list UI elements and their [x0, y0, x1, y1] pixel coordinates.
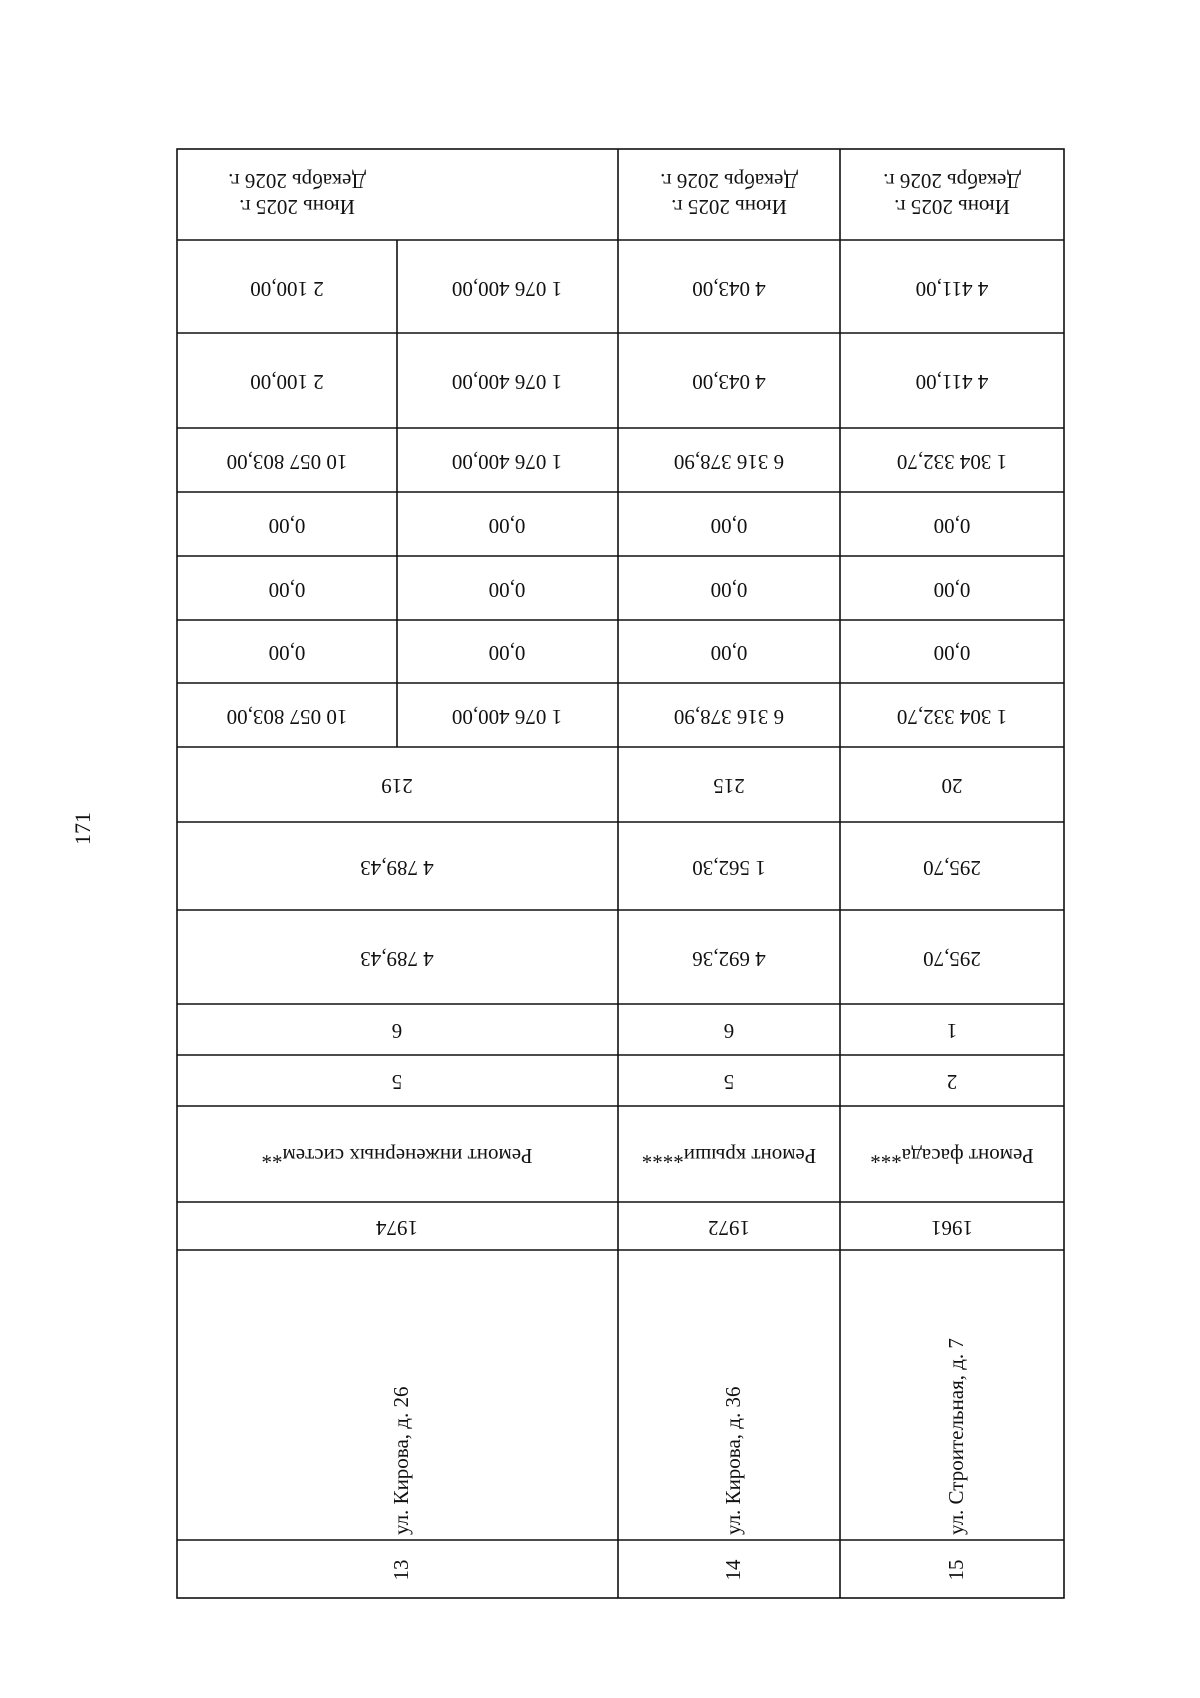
address-cell: ул. Кирова, д. 36 — [720, 1386, 745, 1535]
value-cell: 1 076 400,00 — [451, 277, 563, 302]
period-start: Июнь 2025 г. — [894, 195, 1010, 219]
year-cell: 1972 — [708, 1216, 750, 1241]
value-cell: 1 304 332,70 — [896, 705, 1008, 730]
value-cell: 0,00 — [710, 641, 748, 666]
table-row-14 — [642, 169, 816, 1581]
period-end: Декабрь 2026 г. — [228, 169, 366, 193]
value-cell: 6 316 378,90 — [673, 705, 785, 730]
value-cell: 4 043,00 — [692, 370, 766, 395]
page-number: 171 — [70, 812, 95, 845]
value-cell: 10 057 803,00 — [226, 450, 348, 475]
address-cell: ул. Строительная, д. 7 — [943, 1338, 968, 1535]
period-end: Декабрь 2026 г. — [883, 169, 1021, 193]
area-cell: 1 562,30 — [692, 856, 766, 881]
value-cell: 0,00 — [268, 578, 306, 603]
table-row-13 — [227, 169, 563, 1581]
table-row-15 — [870, 169, 1034, 1581]
floors-cell: 5 — [723, 1070, 735, 1095]
value-cell: 1 076 400,00 — [451, 450, 563, 475]
value-cell: 0,00 — [488, 578, 526, 603]
period-end: Декабрь 2026 г. — [660, 169, 798, 193]
year-cell: 1961 — [931, 1216, 973, 1241]
year-cell: 1974 — [376, 1216, 418, 1241]
entrances-cell: 1 — [946, 1019, 958, 1044]
value-cell: 1 076 400,00 — [451, 705, 563, 730]
work-type-cell: Ремонт фасада*** — [870, 1144, 1034, 1169]
value-cell: 1 304 332,70 — [896, 450, 1008, 475]
work-type-cell: Ремонт инженерных систем** — [261, 1144, 533, 1169]
area-cell: 4 789,43 — [360, 856, 434, 881]
value-cell: 1 076 400,00 — [451, 370, 563, 395]
area-cell: 4 789,43 — [360, 947, 434, 972]
value-cell: 0,00 — [488, 514, 526, 539]
entrances-cell: 6 — [723, 1019, 735, 1044]
address-cell: ул. Кирова, д. 26 — [388, 1386, 413, 1535]
value-cell: 2 100,00 — [250, 370, 324, 395]
row-number-cell: 13 — [388, 1559, 413, 1581]
area-cell: 295,70 — [923, 856, 981, 881]
value-cell: 4 411,00 — [915, 277, 989, 302]
period-start: Июнь 2025 г. — [671, 195, 787, 219]
value-cell: 4 411,00 — [915, 370, 989, 395]
value-cell: 10 057 803,00 — [226, 705, 348, 730]
value-cell: 0,00 — [488, 641, 526, 666]
work-type-cell: Ремонт крыши**** — [641, 1144, 817, 1169]
period-start: Июнь 2025 г. — [239, 195, 355, 219]
value-cell: 0,00 — [268, 514, 306, 539]
floors-cell: 5 — [391, 1070, 403, 1095]
value-cell: 0,00 — [933, 641, 971, 666]
value-cell: 2 100,00 — [250, 277, 324, 302]
area-cell: 295,70 — [923, 947, 981, 972]
entrances-cell: 6 — [391, 1019, 403, 1044]
value-cell: 0,00 — [268, 641, 306, 666]
value-cell: 0,00 — [933, 578, 971, 603]
count-cell: 219 — [381, 774, 413, 799]
row-number-cell: 15 — [943, 1559, 968, 1581]
area-cell: 4 692,36 — [692, 947, 766, 972]
row-number-cell: 14 — [720, 1559, 745, 1581]
value-cell: 0,00 — [710, 578, 748, 603]
floors-cell: 2 — [946, 1070, 958, 1095]
count-cell: 20 — [941, 774, 963, 799]
value-cell: 6 316 378,90 — [673, 450, 785, 475]
value-cell: 0,00 — [933, 514, 971, 539]
value-cell: 4 043,00 — [692, 277, 766, 302]
value-cell: 0,00 — [710, 514, 748, 539]
count-cell: 215 — [713, 774, 745, 799]
